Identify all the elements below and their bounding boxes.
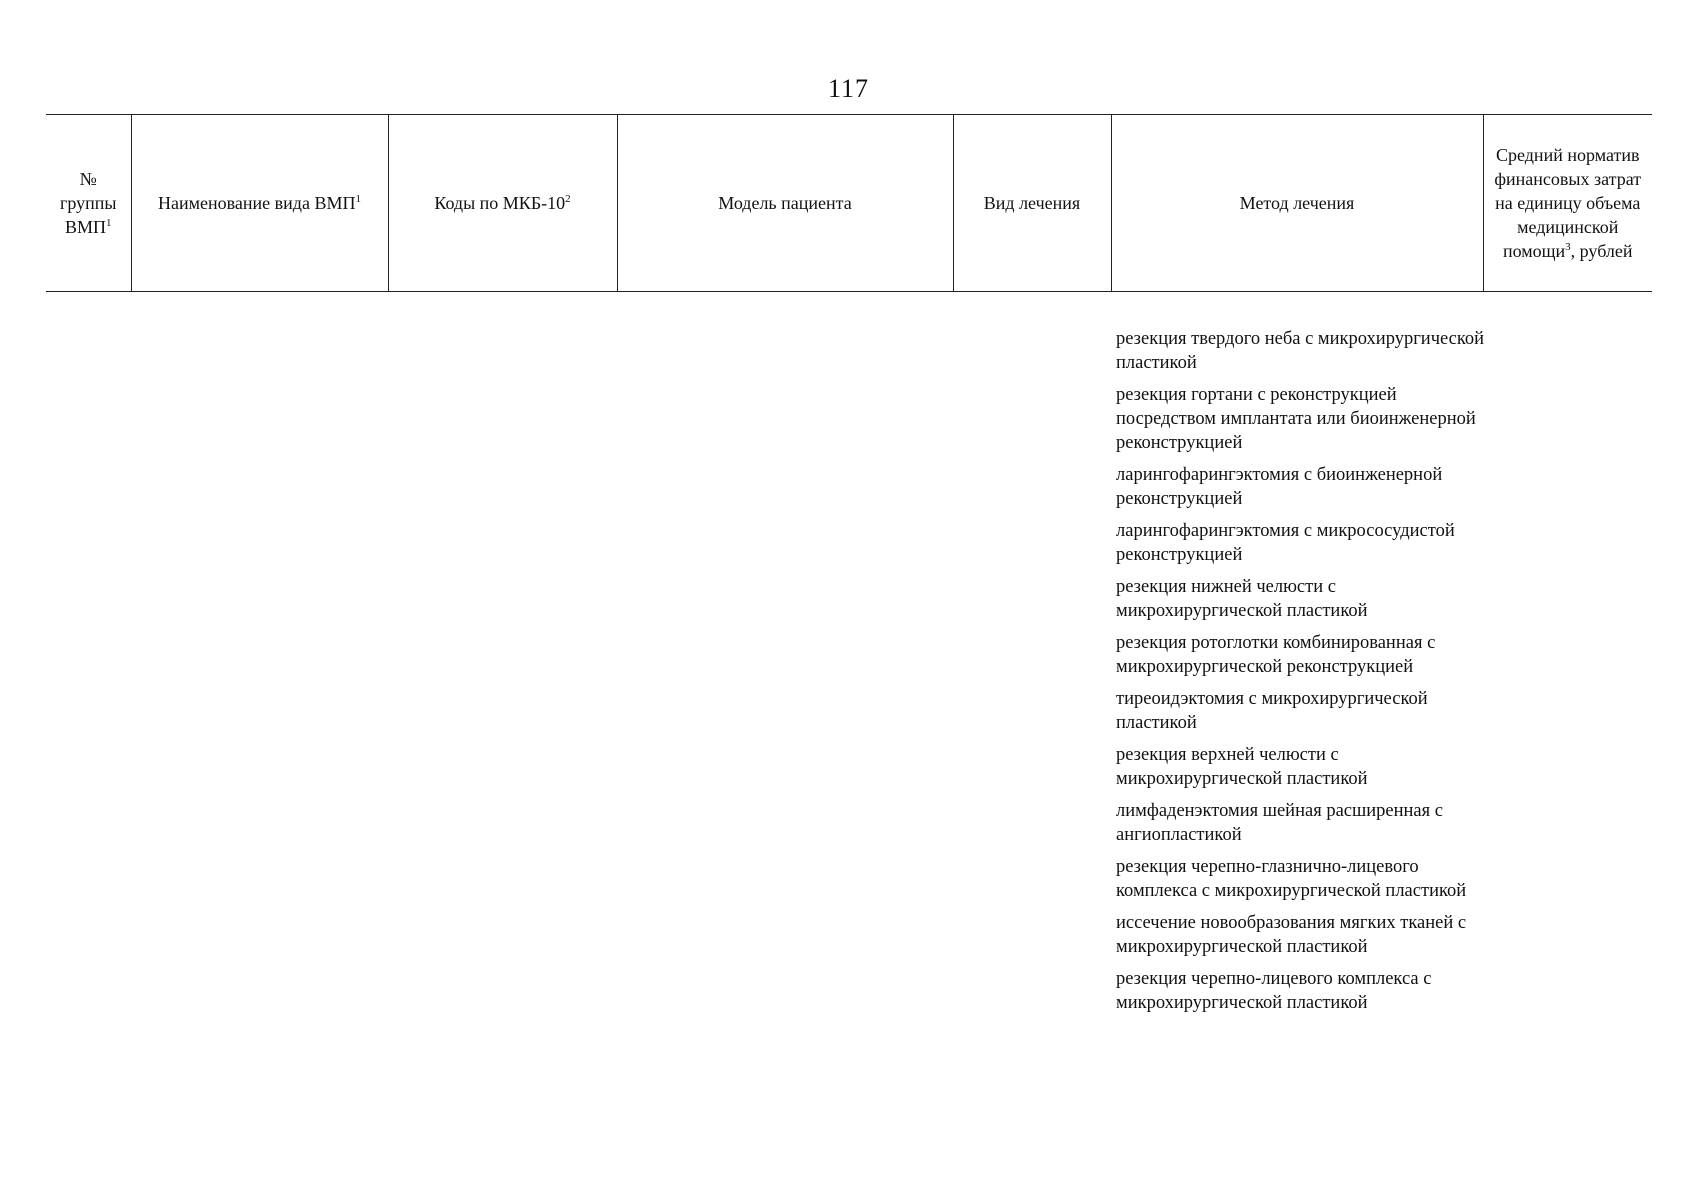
header-average-cost-text: Средний норматив финансовых затрат на единицу объема медицинской помощи	[1494, 145, 1642, 261]
list-item: иссечение новообразования мягких тканей с микрохирургической пластикой	[1116, 913, 1467, 957]
header-treatment-type-text: Вид лечения	[983, 193, 1081, 213]
header-average-cost	[1483, 115, 1652, 292]
list-item: резекция черепно-глазнично-лицевого комплекса с микрохирургической пластикой	[1116, 857, 1467, 901]
header-group-line2: группы	[59, 193, 117, 213]
header-row	[46, 115, 1652, 292]
header-group-number	[46, 115, 131, 292]
footnote-ref: 2	[565, 193, 571, 205]
header-group-line3: ВМП	[64, 217, 106, 237]
list-item: ларингофарингэктомия с биоинженерной реконструкцией	[1116, 465, 1443, 509]
list-item: резекция гортани с реконструкцией посредством имплантата или биоинженерной реконструкцией	[1116, 385, 1476, 453]
header-patient-model-text: Модель пациента	[718, 193, 852, 213]
header-patient-model	[617, 115, 953, 292]
header-vmp-name-text: Наименование вида ВМП	[158, 193, 356, 213]
page-number: 117	[827, 74, 870, 103]
list-item: резекция твердого неба с микрохирургической пластикой	[1116, 329, 1485, 373]
list-item: резекция ротоглотки комбинированная с микрохирургической реконструкцией	[1116, 633, 1436, 677]
header-group-line1: №	[79, 169, 97, 189]
list-item: резекция черепно-лицевого комплекса с микрохирургической пластикой	[1116, 969, 1432, 1013]
header-vmp-name	[131, 115, 388, 292]
header-treatment-type	[953, 115, 1111, 292]
header-icd-codes	[388, 115, 617, 292]
list-item: тиреоидэктомия с микрохирургической пластикой	[1116, 689, 1428, 733]
footnote-ref: 3	[1565, 241, 1571, 253]
header-average-cost-unit: , рублей	[1570, 241, 1633, 261]
table-header	[46, 114, 1652, 292]
header-icd-codes-text: Коды по МКБ-10	[434, 193, 566, 213]
list-item: резекция нижней челюсти с микрохирургической пластикой	[1116, 577, 1368, 621]
header-treatment-method	[1111, 115, 1483, 292]
header-treatment-method-text: Метод лечения	[1239, 193, 1355, 213]
list-item: резекция верхней челюсти с микрохирургической пластикой	[1116, 745, 1368, 789]
list-item: лимфаденэктомия шейная расширенная с ангиопластикой	[1116, 801, 1443, 845]
footnote-ref: 1	[355, 193, 361, 205]
treatment-method-list	[1116, 327, 1486, 1023]
list-item: ларингофарингэктомия с микрососудистой реконструкцией	[1116, 521, 1455, 565]
footnote-ref: 1	[106, 217, 112, 229]
